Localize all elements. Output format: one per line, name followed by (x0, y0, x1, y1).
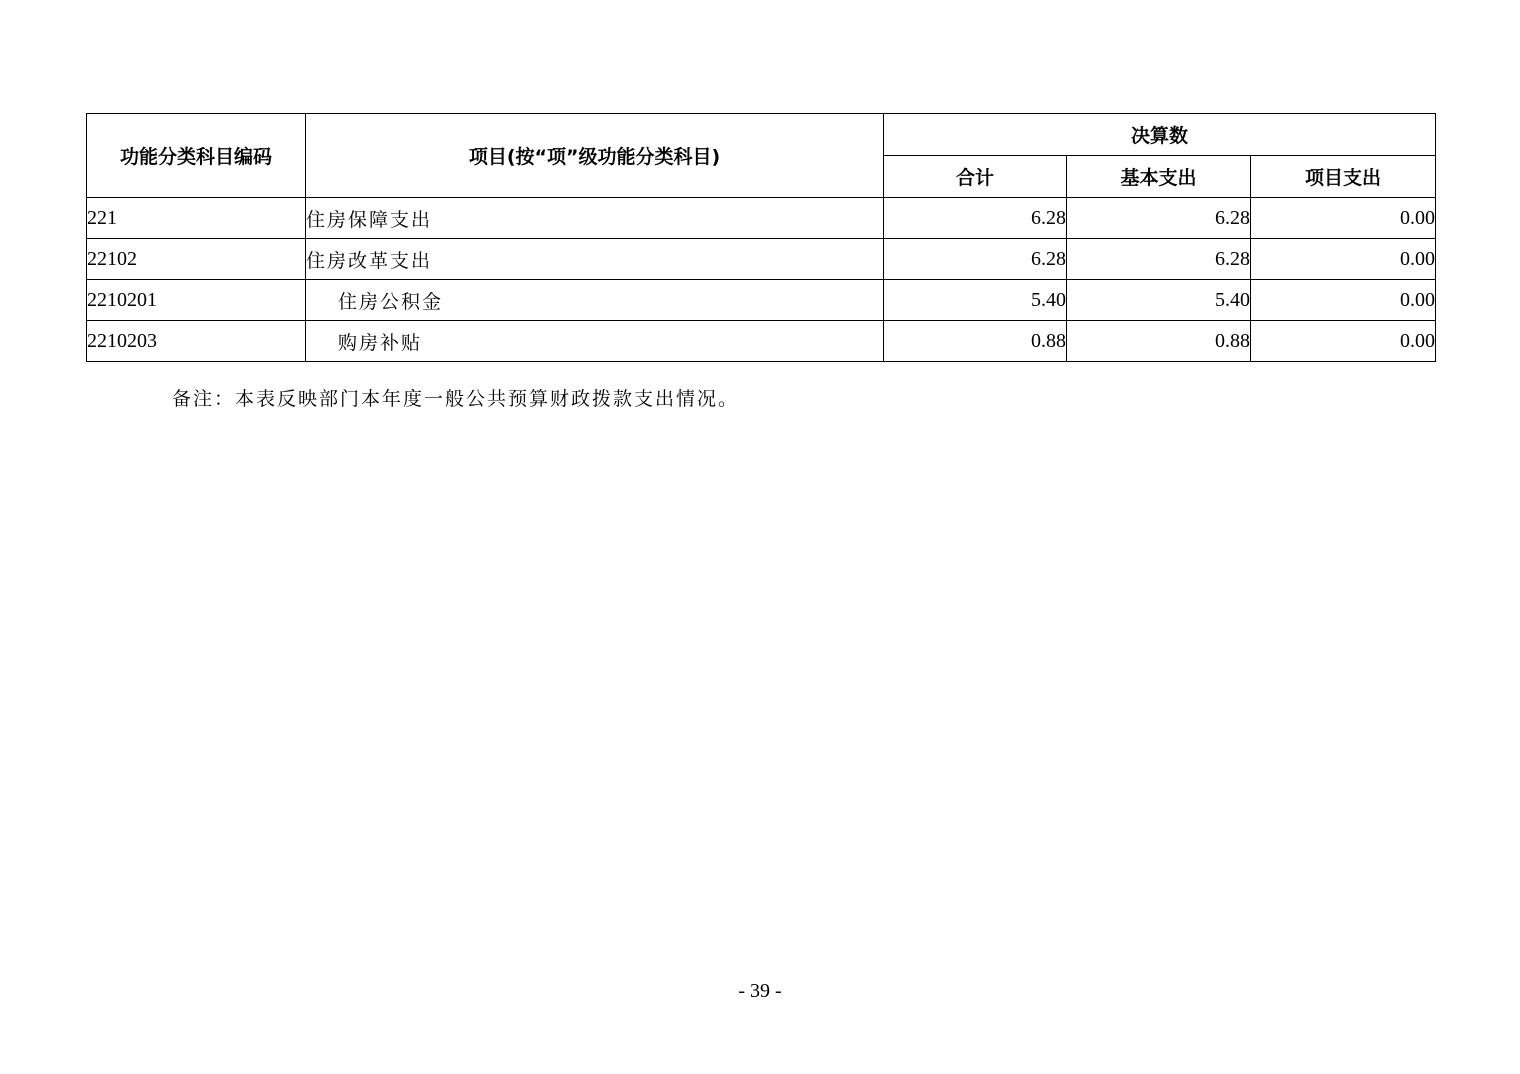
page-number: - 39 - (738, 980, 782, 1002)
row-project: 0.00 (1251, 280, 1436, 321)
row-code: 2210201 (87, 280, 306, 321)
table-row (87, 239, 1436, 280)
row-name: 住房保障支出 (306, 198, 884, 239)
row-total: 0.88 (884, 321, 1067, 362)
row-project: 0.00 (1251, 321, 1436, 362)
row-code: 22102 (87, 239, 306, 280)
header-basic: 基本支出 (1067, 156, 1251, 198)
header-project: 项目支出 (1251, 156, 1436, 198)
row-total: 5.40 (884, 280, 1067, 321)
row-total: 6.28 (884, 198, 1067, 239)
row-name: 购房补贴 (306, 321, 884, 362)
header-group: 决算数 (884, 114, 1436, 156)
row-project: 0.00 (1251, 239, 1436, 280)
row-basic: 5.40 (1067, 280, 1251, 321)
row-code: 221 (87, 198, 306, 239)
row-basic: 6.28 (1067, 239, 1251, 280)
row-basic: 0.88 (1067, 321, 1251, 362)
row-name: 住房公积金 (306, 280, 884, 321)
table-note: 备注：本表反映部门本年度一般公共预算财政拨款支出情况。 (172, 388, 740, 410)
header-item: 项目(按“项”级功能分类科目) (306, 114, 884, 198)
table-row (87, 321, 1436, 362)
row-project: 0.00 (1251, 198, 1436, 239)
row-basic: 6.28 (1067, 198, 1251, 239)
row-code: 2210203 (87, 321, 306, 362)
row-total: 6.28 (884, 239, 1067, 280)
row-name: 住房改革支出 (306, 239, 884, 280)
header-total: 合计 (884, 156, 1067, 198)
table-row (87, 198, 1436, 239)
table-row (87, 280, 1436, 321)
budget-table (86, 113, 1436, 362)
header-code: 功能分类科目编码 (87, 114, 306, 198)
